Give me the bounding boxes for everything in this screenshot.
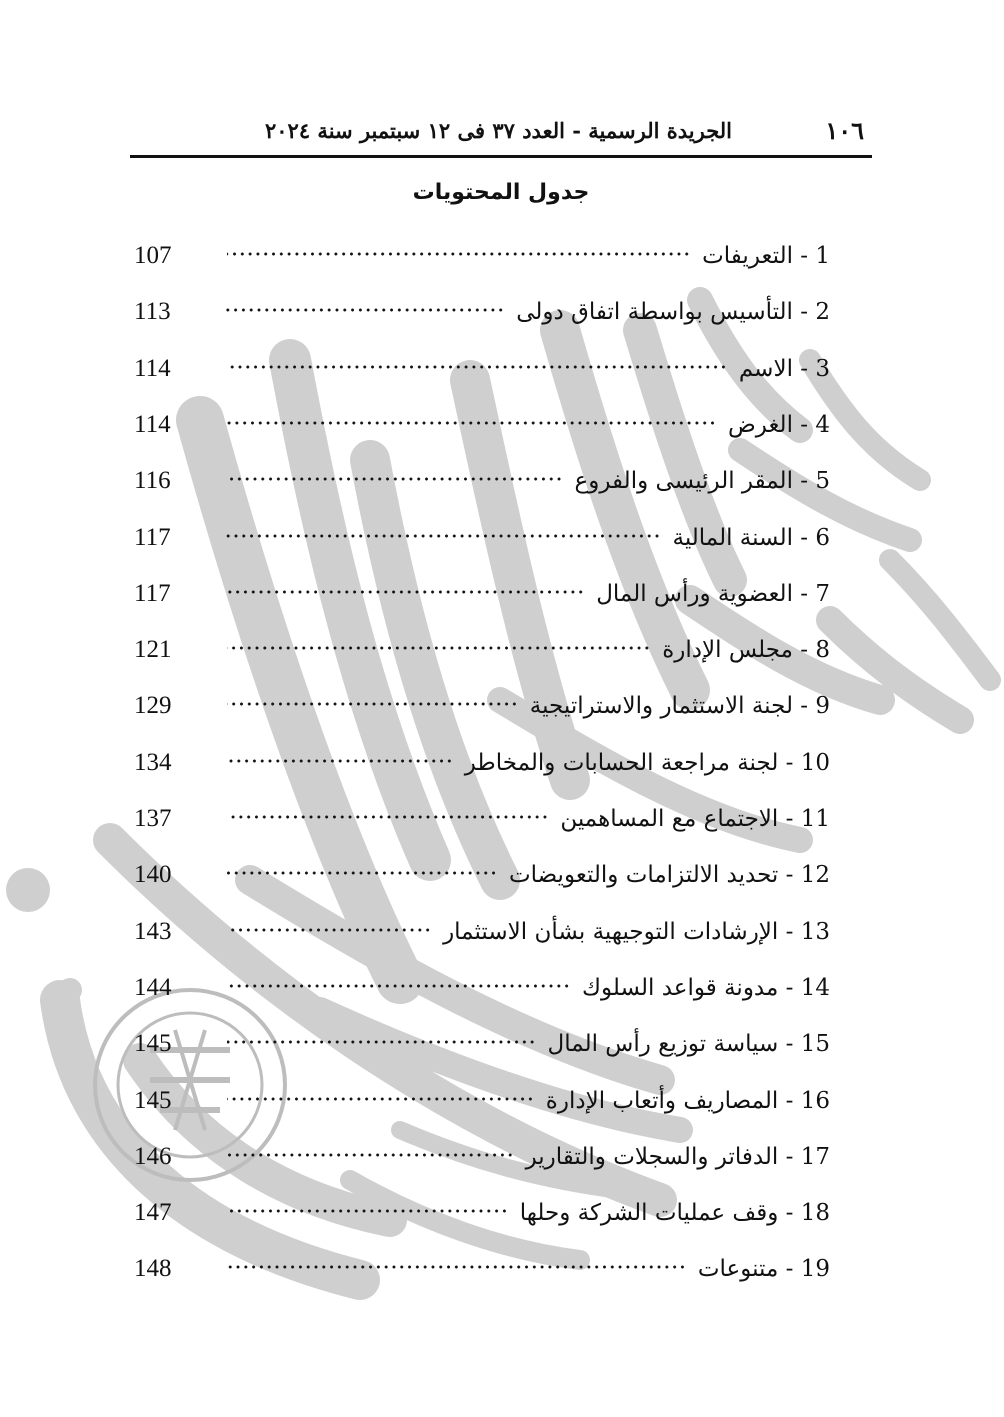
running-head: الجريدة الرسمية - العدد ٣٧ فى ١٢ سبتمبر سنة ٢٠٢٤: [265, 118, 732, 143]
leader-dots: [226, 365, 727, 369]
toc-entry-page: 146: [134, 1142, 172, 1170]
leader-dots: [227, 759, 453, 763]
toc-entry-label: 14 - مدونة قواعد السلوك: [582, 974, 830, 1001]
toc-entry-label: 12 - تحديد الالتزامات والتعويضات: [508, 862, 830, 889]
toc-entry-label: 16 - المصاريف وأتعاب الإدارة: [545, 1087, 830, 1114]
toc-entry-page: 137: [134, 805, 172, 832]
toc-entry-label: 6 - السنة المالية: [672, 524, 830, 551]
toc-entry: [130, 520, 830, 560]
toc-entry-label: 9 - لجنة الاستثمار والاستراتيجية: [529, 693, 830, 720]
toc-entry-page: 116: [134, 467, 171, 495]
toc-entry-label: 8 - مجلس الإدارة: [662, 637, 830, 664]
toc-entry-label: 15 - سياسة توزيع رأس المال: [547, 1031, 830, 1058]
toc-entry-label: 13 - الإرشادات التوجيهية بشأن الاستثمار: [443, 918, 830, 945]
leader-dots: [226, 590, 585, 594]
toc-entry-page: 117: [134, 579, 171, 607]
toc-entry: [130, 632, 830, 672]
toc-entry-page: 121: [134, 636, 172, 664]
toc-entry-label: 7 - العضوية ورأس المال: [596, 580, 830, 607]
toc-entry-label: 18 - وقف عمليات الشركة وحلها: [519, 1200, 830, 1227]
toc-entry-page: 144: [134, 973, 172, 1001]
toc-entry-page: 117: [134, 523, 171, 551]
toc-entry-page: 114: [134, 354, 171, 382]
toc-entry: [130, 1083, 830, 1123]
page-number: ١٠٦: [825, 116, 864, 145]
toc-entry-label: 1 - التعريفات: [702, 243, 830, 269]
toc-entry-page: 145: [134, 1086, 172, 1114]
leader-dots: [227, 1209, 508, 1213]
toc-entry-label: 4 - الغرض: [727, 411, 830, 438]
toc-entry: [130, 238, 830, 278]
toc-entry-page: 148: [134, 1255, 172, 1283]
toc-entry: [130, 407, 830, 447]
leader-dots: [227, 646, 651, 650]
toc-entry: [130, 970, 830, 1010]
toc-entry-label: 11 - الاجتماع مع المساهمين: [560, 806, 830, 832]
toc-entry: [130, 463, 830, 503]
leader-dots: [227, 871, 497, 875]
toc-entry: [130, 688, 830, 728]
leader-dots: [226, 534, 661, 538]
toc-entry-page: 129: [134, 692, 172, 720]
toc-entry: [130, 914, 830, 954]
toc-entry-label: 17 - الدفاتر والسجلات والتقارير: [525, 1143, 830, 1170]
toc-entry-label: 2 - التأسيس بواسطة اتفاق دولى: [516, 299, 830, 326]
toc-entry-label: 3 - الاسم: [738, 355, 830, 382]
toc-entry-page: 113: [134, 298, 171, 326]
toc-entry: [130, 1139, 830, 1179]
leader-dots: [226, 421, 716, 425]
toc-entry: [130, 351, 830, 391]
toc-entry: [130, 576, 830, 616]
leader-dots: [227, 1153, 514, 1157]
toc-entry: [130, 1251, 830, 1291]
toc-entry-page: 143: [134, 917, 172, 945]
leader-dots: [227, 702, 518, 706]
toc-entry-label: 19 - متنوعات: [697, 1256, 830, 1283]
leader-dots: [227, 1265, 686, 1269]
toc-entry-page: 140: [134, 861, 172, 889]
leader-dots: [226, 308, 505, 312]
toc-entry: [130, 857, 830, 897]
toc-entry: [130, 1195, 830, 1235]
leader-dots: [227, 815, 549, 819]
leader-dots: [227, 252, 691, 256]
leader-dots: [227, 984, 571, 988]
toc-entry-page: 147: [134, 1199, 172, 1227]
toc-entry: [130, 1026, 830, 1066]
leader-dots: [227, 1040, 536, 1044]
toc-entry-page: 145: [134, 1030, 172, 1058]
toc-entry: [130, 801, 830, 841]
leader-dots: [226, 477, 563, 481]
toc-entry-label: 10 - لجنة مراجعة الحسابات والمخاطر: [464, 749, 830, 776]
toc-entry-page: 107: [134, 242, 172, 269]
toc-title: جدول المحتويات: [412, 180, 590, 205]
leader-dots: [227, 1097, 534, 1101]
toc-entry-page: 134: [134, 748, 172, 776]
toc-entry: [130, 745, 830, 785]
leader-dots: [227, 928, 432, 932]
toc-entry-page: 114: [134, 410, 171, 438]
toc-entry: [130, 294, 830, 334]
toc-entry-label: 5 - المقر الرئيسى والفروع: [574, 468, 830, 495]
